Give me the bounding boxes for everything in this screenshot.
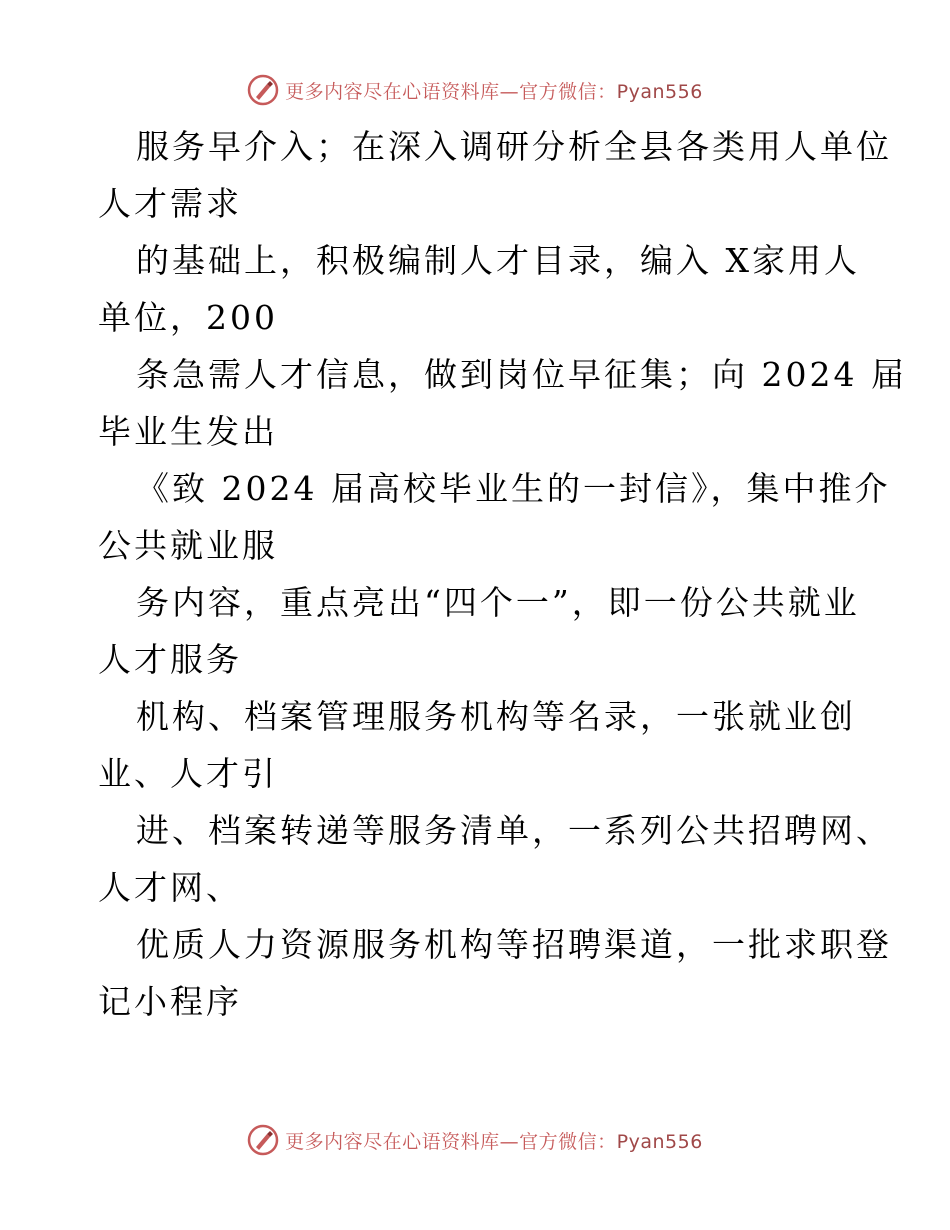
text-line: 服务早介入；在深入调研分析全县各类用人单位 bbox=[136, 127, 892, 166]
watermark-label: 更多内容尽在心语资料库—官方微信： bbox=[285, 80, 617, 103]
text-line: 务内容，重点亮出“四个一”，即一份公共就业 bbox=[136, 583, 860, 622]
text-line: 单位，200 bbox=[98, 298, 278, 337]
pen-logo-icon bbox=[247, 1124, 279, 1156]
watermark-label: 更多内容尽在心语资料库—官方微信： bbox=[285, 1130, 617, 1153]
text-line: 业、人才引 bbox=[98, 754, 278, 793]
text-line: 人才服务 bbox=[98, 640, 242, 679]
text-line: 的基础上，积极编制人才目录，编入 X家用人 bbox=[136, 241, 860, 280]
text-line: 优质人力资源服务机构等招聘渠道，一批求职登 bbox=[136, 925, 892, 964]
text-line: 毕业生发出 bbox=[98, 412, 278, 451]
watermark-text bbox=[285, 1127, 703, 1154]
text-line: 进、档案转递等服务清单，一系列公共招聘网、 bbox=[136, 811, 892, 850]
watermark-text bbox=[285, 77, 703, 104]
document-body bbox=[98, 118, 907, 1030]
wechat-id: Pyan556 bbox=[616, 1130, 703, 1153]
text-line: 人才网、 bbox=[98, 868, 242, 907]
header-watermark-banner bbox=[0, 70, 950, 110]
text-line: 记小程序 bbox=[98, 982, 242, 1021]
footer-watermark-banner bbox=[0, 1120, 950, 1160]
pen-logo-icon bbox=[247, 74, 279, 106]
text-line: 条急需人才信息，做到岗位早征集；向 2024 届 bbox=[136, 355, 907, 394]
text-line: 《致 2024 届高校毕业生的一封信》，集中推介 bbox=[136, 469, 891, 508]
text-line: 公共就业服 bbox=[98, 526, 278, 565]
wechat-id: Pyan556 bbox=[616, 80, 703, 103]
text-line: 机构、档案管理服务机构等名录，一张就业创 bbox=[136, 697, 856, 736]
text-line: 人才需求 bbox=[98, 184, 242, 223]
